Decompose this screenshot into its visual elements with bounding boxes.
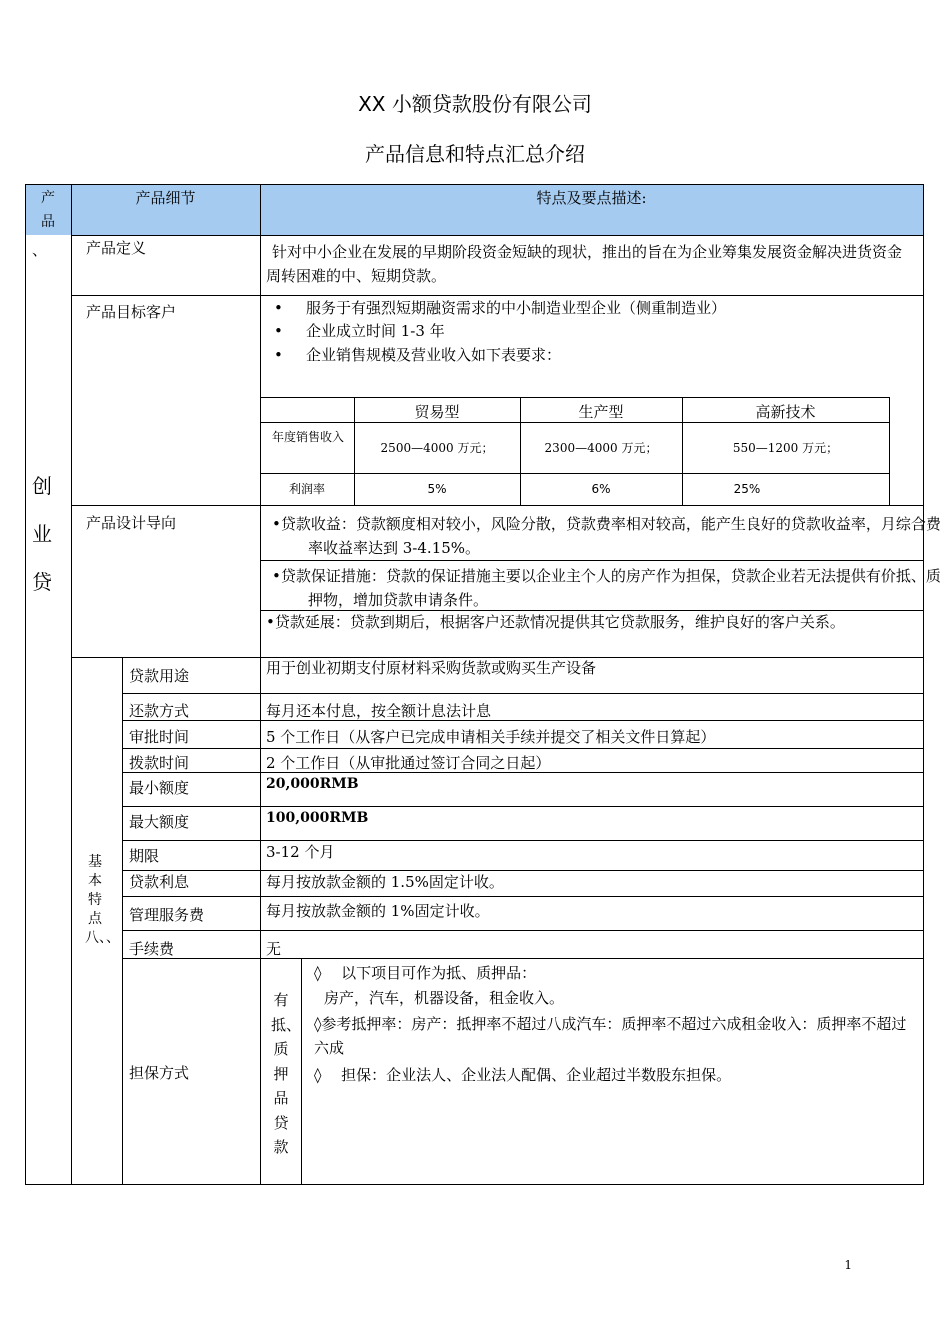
target-bullet-dot: •	[274, 346, 283, 364]
basic-label-purpose: 贷款用途	[129, 667, 190, 685]
target-bullet-2: 企业成立时间 1-3 年	[306, 322, 445, 340]
header-bottom-line	[71, 235, 924, 236]
req-row-sales-label: 年度销售收入	[271, 430, 344, 444]
target-bottom-line	[71, 505, 924, 506]
page-number: 1	[844, 1258, 852, 1272]
definition-label: 产品定义	[86, 239, 147, 257]
basic-line-3	[122, 748, 924, 749]
table-right-border	[923, 184, 924, 1185]
basic-line-4	[122, 772, 924, 773]
basic-label-interest: 贷款利息	[129, 873, 190, 891]
document-subtitle: 产品信息和特点汇总介绍	[365, 142, 585, 166]
req-col-production: 生产型	[578, 403, 624, 421]
guarantee-line-3: ◊参考抵押率：房产：抵押率不超过八成汽车：质押率不超过六成租金收入：质押率不超过六成	[314, 1015, 907, 1057]
basic-group-label: 基本特点八、、	[85, 854, 120, 946]
basic-label-disburse: 拨款时间	[129, 754, 190, 772]
target-bullet-dot: •	[274, 299, 283, 317]
basic-value-mgmt-fee: 每月按放款金额的 1%固定计收。	[266, 902, 490, 920]
product-name: 创业贷	[32, 474, 52, 594]
col-divider-basic-value	[260, 657, 261, 1185]
header-description: 特点及要点描述:	[536, 189, 647, 207]
table-bottom-border	[25, 1184, 924, 1185]
col-divider-1	[71, 184, 72, 1185]
target-bullet-1: 服务于有强烈短期融资需求的中小制造业型企业（侧重制造业）	[306, 299, 727, 317]
basic-label-max: 最大额度	[129, 813, 190, 831]
basic-line-6	[122, 840, 924, 841]
product-name-prefix: 、	[32, 241, 48, 259]
basic-label-min: 最小额度	[129, 779, 190, 797]
basic-value-interest: 每月按放款金额的 1.5%固定计收。	[266, 873, 504, 891]
req-sales-hitech: 550—1200 万元；	[732, 441, 839, 455]
basic-value-min: 20,000RMB	[266, 776, 359, 792]
basic-value-approve: 5 个工作日（从客户已完成申请相关手续并提交了相关文件日算起）	[266, 728, 716, 746]
req-sales-production: 2300—4000 万元；	[544, 441, 658, 455]
basic-value-disburse: 2 个工作日（从审批通过签订合同之日起）	[266, 754, 551, 772]
basic-label-repay: 还款方式	[129, 702, 190, 720]
guarantee-line-1: ◊ 以下项目可作为抵、质押品：	[314, 964, 537, 982]
header-product: 产品	[41, 190, 55, 230]
basic-label-term: 期限	[129, 847, 160, 865]
req-sales-trade: 2500—4000 万元；	[380, 441, 494, 455]
basic-line-9	[122, 930, 924, 931]
req-col-trade: 贸易型	[414, 403, 460, 421]
basic-line-10	[122, 958, 924, 959]
basic-line-1	[122, 693, 924, 694]
basic-line-2	[122, 720, 924, 721]
basic-value-term: 3-12 个月	[266, 843, 335, 861]
req-profit-trade: 5%	[427, 482, 447, 496]
design-label: 产品设计导向	[86, 514, 177, 532]
header-product-detail: 产品细节	[135, 189, 196, 207]
table-top-border	[25, 184, 924, 185]
req-profit-hitech: 25%	[733, 482, 761, 496]
req-table-right	[889, 397, 890, 505]
definition-text: 针对中小企业在发展的早期阶段资金短缺的现状，推出的旨在为企业筹集发展资金解决进货资金周转困难的中、短期贷款。	[266, 243, 903, 285]
basic-line-7	[122, 870, 924, 871]
col-divider-basic-group	[122, 657, 123, 1185]
basic-value-handling-fee: 无	[266, 940, 282, 958]
design-line-1	[260, 560, 924, 561]
basic-label-handling-fee: 手续费	[129, 940, 175, 958]
guarantee-line-4: ◊ 担保：企业法人、企业法人配偶、企业超过半数股东担保。	[314, 1066, 732, 1084]
guarantee-sub-label: 有抵、质押品贷款	[271, 991, 302, 1156]
design-item-1: •贷款收益：贷款额度相对较小，风险分散，贷款费率相对较高，能产生良好的贷款收益率，月综合费率收益率达到 3-4.15%。	[272, 515, 941, 557]
basic-value-purpose: 用于创业初期支付原材料采购货款或购买生产设备	[266, 659, 597, 677]
target-bullet-3: 企业销售规模及营业收入如下表要求：	[306, 346, 562, 364]
basic-value-repay: 每月还本付息，按全额计息法计息	[266, 702, 492, 720]
basic-line-5	[122, 806, 924, 807]
guarantee-sub-divider	[301, 958, 302, 1185]
req-col-hitech: 高新技术	[755, 403, 816, 421]
design-item-3: •贷款延展：贷款到期后，根据客户还款情况提供其它贷款服务，维护良好的客户关系。	[266, 613, 845, 631]
basic-value-max: 100,000RMB	[266, 810, 369, 826]
table-left-border	[25, 184, 26, 1185]
guarantee-line-2: 房产，汽车，机器设备，租金收入。	[324, 989, 565, 1007]
basic-label-mgmt-fee: 管理服务费	[129, 906, 205, 924]
basic-line-8	[122, 896, 924, 897]
guarantee-label: 担保方式	[129, 1064, 190, 1082]
design-item-2: •贷款保证措施：贷款的保证措施主要以企业主个人的房产作为担保，贷款企业若无法提供有价抵、质押物，增加贷款申请条件。	[272, 567, 941, 609]
company-title: XX 小额贷款股份有限公司	[358, 92, 592, 116]
target-bullet-dot: •	[274, 322, 283, 340]
target-label: 产品目标客户	[86, 303, 177, 321]
req-profit-production: 6%	[591, 482, 611, 496]
basic-label-approve: 审批时间	[129, 728, 190, 746]
req-row-profit-label: 利润率	[288, 482, 325, 496]
col-divider-2	[260, 184, 261, 657]
